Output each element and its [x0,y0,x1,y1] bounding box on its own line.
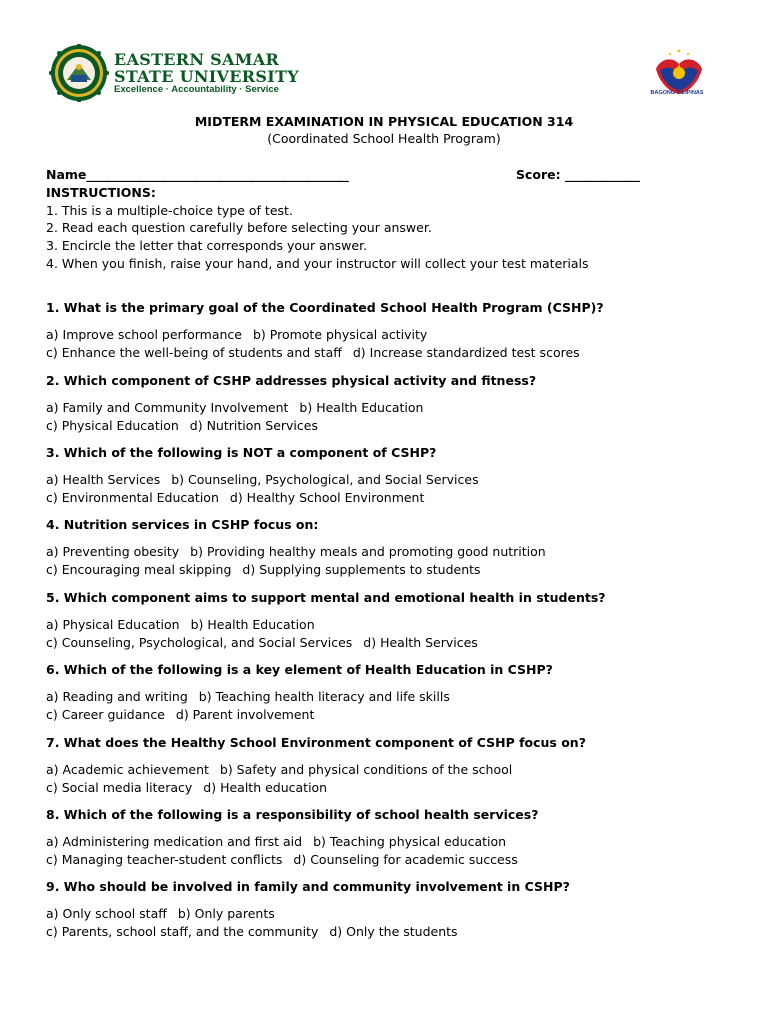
university-name-line1: EASTERN SAMAR [114,50,280,69]
university-name-line2: STATE UNIVERSITY [114,67,299,86]
answer-options [46,833,726,869]
university-motto: Excellence · Accountability · Service [114,84,279,95]
document-header [0,0,768,112]
instruction-item: 4. When you finish, raise your hand, and your instructor will collect your test materials [46,256,589,271]
option-c[interactable]: c) Environmental Education [46,490,219,505]
question-7 [46,734,726,797]
option-c[interactable]: c) Counseling, Psychological, and Social Services [46,635,353,650]
option-d[interactable]: d) Parent involvement [175,707,315,722]
question-text: 7. What does the Healthy School Environment component of CSHP focus on? [46,735,586,750]
university-name [114,51,299,85]
answer-options [46,905,726,941]
answer-options [46,616,726,652]
instruction-item: 3. Encircle the letter that corresponds your answer. [46,238,368,253]
question-text: 3. Which of the following is NOT a component of CSHP? [46,445,437,460]
question-8 [46,806,726,869]
instruction-item: 2. Read each question carefully before selecting your answer. [46,220,432,235]
question-text: 2. Which component of CSHP addresses physical activity and fitness? [46,373,537,388]
option-d[interactable]: d) Only the students [329,924,458,939]
answer-options [46,326,726,362]
answer-options [46,688,726,724]
exam-subtitle: (Coordinated School Health Program) [267,131,501,146]
answer-options [46,399,726,435]
option-d[interactable]: d) Health education [203,780,328,795]
option-b[interactable]: b) Promote physical activity [252,327,428,342]
question-text: 1. What is the primary goal of the Coordinated School Health Program (CSHP)? [46,300,604,315]
instruction-item: 1. This is a multiple-choice type of test. [46,203,293,218]
instructions-heading: INSTRUCTIONS: [46,185,156,200]
question-text: 4. Nutrition services in CSHP focus on: [46,517,319,532]
option-a[interactable]: a) Physical Education [46,617,180,632]
option-b[interactable]: b) Health Education [190,617,315,632]
option-c[interactable]: c) Enhance the well-being of students and staff [46,345,342,360]
option-d[interactable]: d) Nutrition Services [189,418,318,433]
answer-options [46,471,726,507]
option-b[interactable]: b) Teaching health literacy and life skills [198,689,450,704]
option-a[interactable]: a) Academic achievement [46,762,209,777]
exam-title: MIDTERM EXAMINATION IN PHYSICAL EDUCATION 314 [194,114,574,129]
score-blank: ____________ [560,167,641,182]
question-5 [46,589,726,652]
option-d[interactable]: d) Increase standardized test scores [352,345,580,360]
score-field[interactable] [516,166,640,183]
option-d[interactable]: d) Counseling for academic success [293,852,518,867]
option-a[interactable]: a) Reading and writing [46,689,188,704]
answer-options [46,543,726,579]
question-2 [46,372,726,435]
question-text: 6. Which of the following is a key element of Health Education in CSHP? [46,662,553,677]
option-b[interactable]: b) Teaching physical education [313,834,507,849]
question-9 [46,878,726,941]
answer-options [46,761,726,797]
option-a[interactable]: a) Health Services [46,472,161,487]
question-6 [46,661,726,724]
option-b[interactable]: b) Safety and physical conditions of the school [219,762,513,777]
option-c[interactable]: c) Career guidance [46,707,165,722]
option-c[interactable]: c) Managing teacher-student conflicts [46,852,283,867]
option-c[interactable]: c) Encouraging meal skipping [46,562,232,577]
score-label: Score: [516,167,561,182]
option-a[interactable]: a) Only school staff [46,906,167,921]
question-text: 8. Which of the following is a responsibility of school health services? [46,807,539,822]
option-b[interactable]: b) Providing healthy meals and promoting good nutrition [190,544,546,559]
option-a[interactable]: a) Preventing obesity [46,544,180,559]
question-1 [46,299,726,362]
option-c[interactable]: c) Physical Education [46,418,179,433]
option-b[interactable]: b) Only parents [177,906,275,921]
option-d[interactable]: d) Supplying supplements to students [242,562,481,577]
question-text: 5. Which component aims to support mental and emotional health in students? [46,590,606,605]
option-c[interactable]: c) Social media literacy [46,780,193,795]
option-b[interactable]: b) Health Education [299,400,424,415]
option-b[interactable]: b) Counseling, Psychological, and Social Services [171,472,479,487]
option-a[interactable]: a) Administering medication and first aid [46,834,303,849]
option-d[interactable]: d) Healthy School Environment [229,490,425,505]
question-4 [46,516,726,579]
option-c[interactable]: c) Parents, school staff, and the community [46,924,319,939]
question-text: 9. Who should be involved in family and community involvement in CSHP? [46,879,570,894]
option-a[interactable]: a) Improve school performance [46,327,242,342]
option-d[interactable]: d) Health Services [363,635,478,650]
option-a[interactable]: a) Family and Community Involvement [46,400,289,415]
university-seal-logo [49,44,109,102]
name-field[interactable]: Name__________________________________________ [46,167,349,182]
bagong-pilipinas-text: BAGONG PILIPINAS [650,90,704,96]
question-3 [46,444,726,507]
